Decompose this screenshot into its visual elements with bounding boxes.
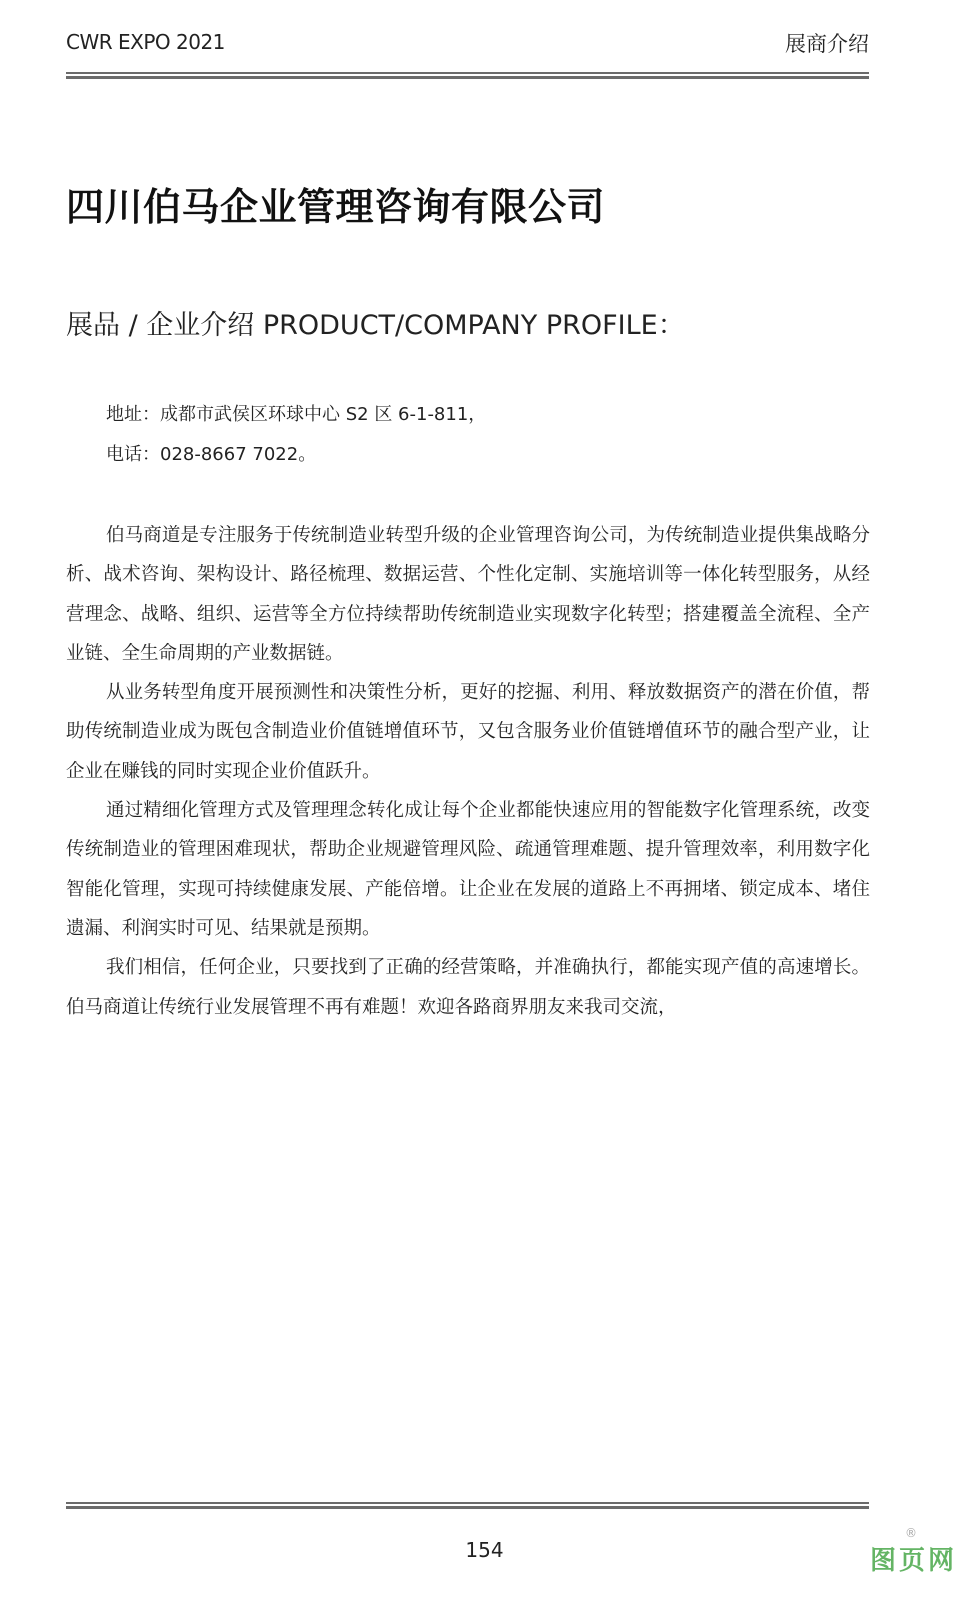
section-heading: 展品 / 企业介绍 PRODUCT/COMPANY PROFILE：: [66, 310, 685, 341]
profile-paragraph: 通过精细化管理方式及管理理念转化成让每个企业都能快速应用的智能数字化管理系统，改变传统制造业的管理困难现状，帮助企业规避管理风险、疏通管理难题、提升管理效率，利用数字化智能化管理，实现可持续健康发展、产能倍增。让企业在发展的道路上不再拥堵、锁定成本、堵住遗漏、利润实时可见、结果就是预期。: [66, 800, 870, 939]
watermark-logo: [869, 1526, 957, 1577]
registered-mark: ®: [905, 1526, 917, 1540]
phone-line: 电话：028-8667 7022。: [106, 444, 317, 465]
watermark-text: 图页网: [869, 1546, 957, 1576]
header-section-label: 展商介绍: [785, 32, 869, 56]
profile-paragraph: 伯马商道是专注服务于传统制造业转型升级的企业管理咨询公司，为传统制造业提供集战略分析、战术咨询、架构设计、路径梳理、数据运营、个性化定制、实施培训等一体化转型服务，从经营理念、战略、组织、运营等全方位持续帮助传统制造业实现数字化转型；搭建覆盖全流程、全产业链、全生命周期的产业数据链。: [66, 525, 870, 664]
profile-paragraph: 我们相信，任何企业，只要找到了正确的经营策略，并准确执行，都能实现产值的高速增长。伯马商道让传统行业发展管理不再有难题！欢迎各路商界朋友来我司交流，: [66, 957, 870, 1018]
header-expo-title: CWR EXPO 2021: [66, 30, 225, 54]
profile-paragraph: 从业务转型角度开展预测性和决策性分析，更好的挖掘、利用、释放数据资产的潜在价值，帮助传统制造业成为既包含制造业价值链增值环节，又包含服务业价值链增值环节的融合型产业，让企业在赚钱的同时实现企业价值跃升。: [66, 682, 870, 782]
footer-divider: [66, 1502, 869, 1509]
company-profile-body: [66, 516, 870, 1027]
header-divider: [66, 72, 869, 79]
page-number: 154: [465, 1538, 504, 1562]
company-name: 四川伯马企业管理咨询有限公司: [66, 185, 606, 229]
address-line: 地址：成都市武侯区环球中心 S2 区 6-1-811，: [106, 404, 487, 425]
